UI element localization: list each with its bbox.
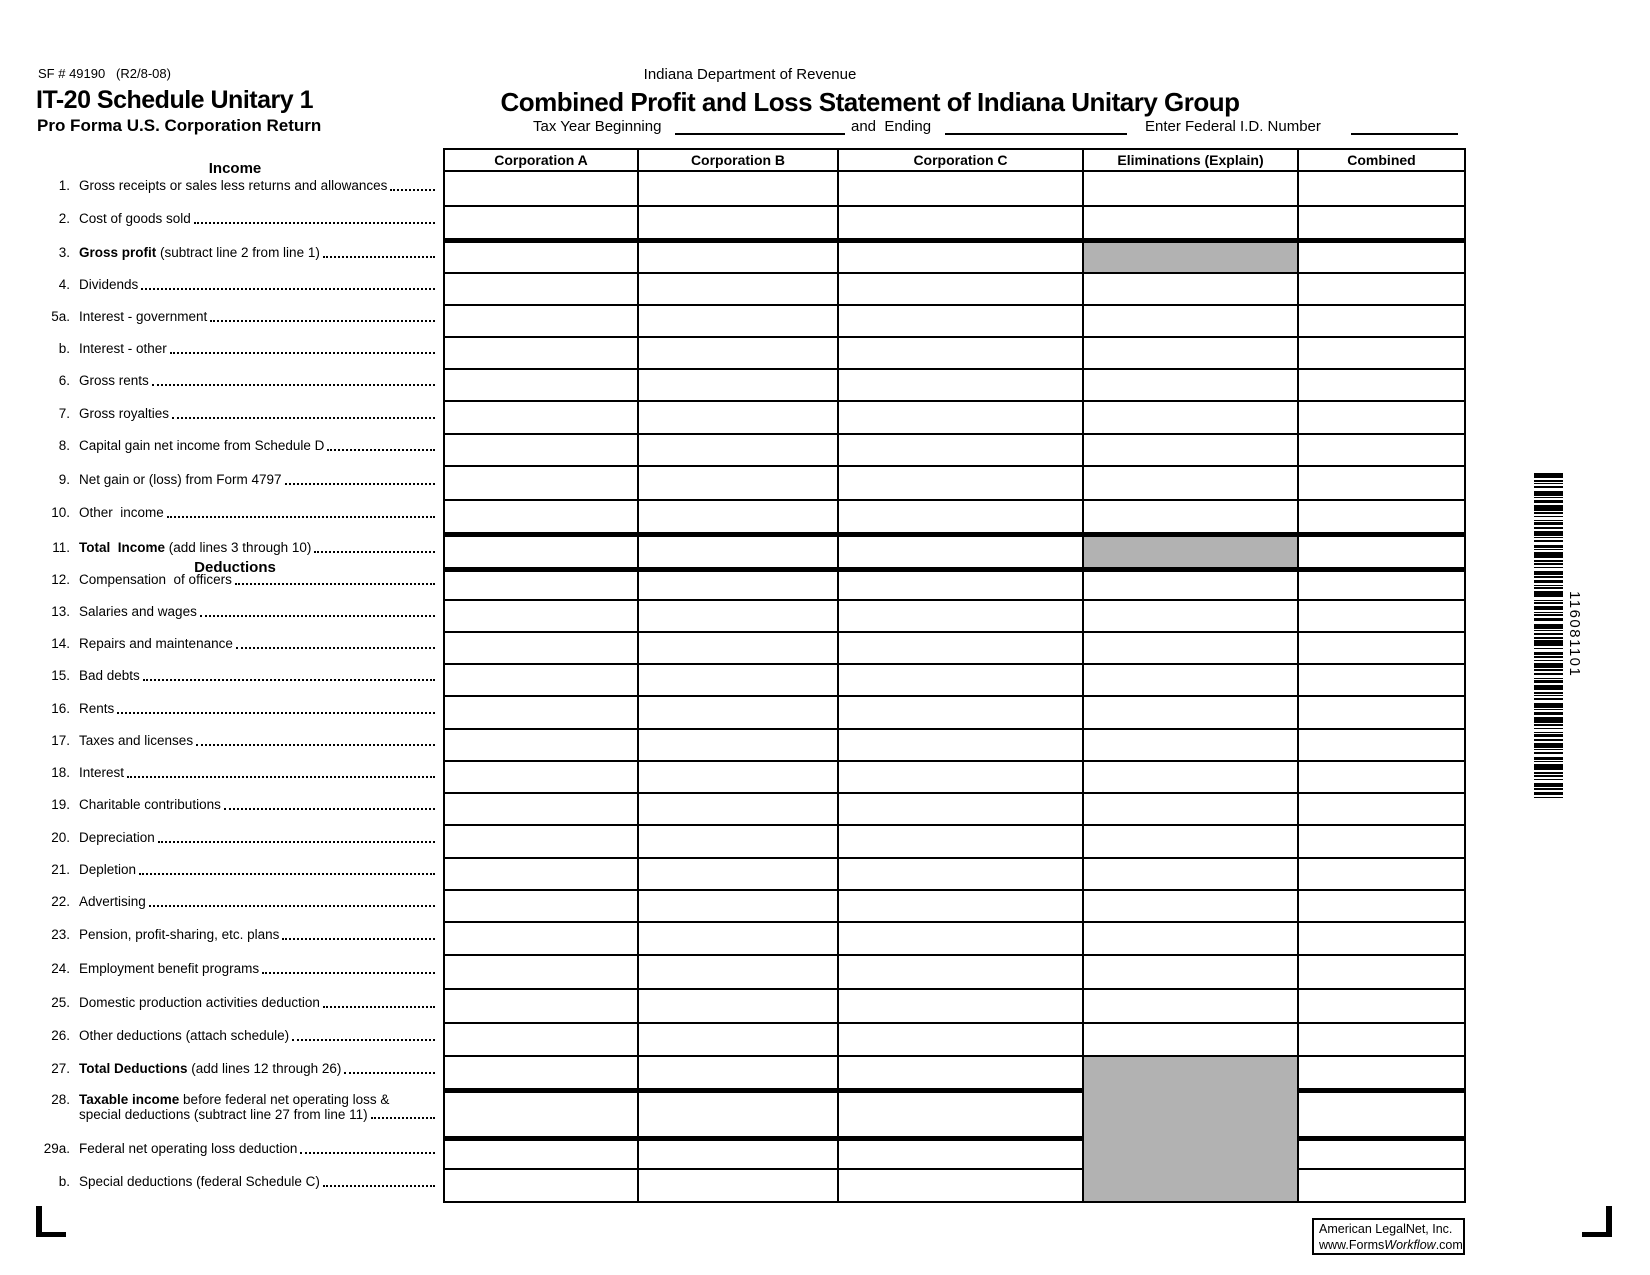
line-label-10: 9. Net gain or (loss) from Form 4797 — [34, 463, 436, 497]
barcode — [1534, 473, 1563, 799]
barcode-bar — [1534, 640, 1563, 646]
cell-line19-corp-a[interactable] — [445, 760, 639, 792]
cell-line4-corp-c[interactable] — [839, 272, 1084, 304]
cell-line7-combined[interactable] — [1299, 368, 1464, 400]
cell-line30-combined[interactable] — [1299, 1136, 1464, 1168]
cell-line5-eliminations[interactable] — [1084, 304, 1299, 336]
barcode-bar — [1534, 606, 1563, 610]
cell-line27-eliminations[interactable] — [1084, 1022, 1299, 1055]
cell-line26-corp-b[interactable] — [639, 988, 839, 1022]
cell-line16-corp-c[interactable] — [839, 663, 1084, 695]
barcode-bar — [1534, 792, 1563, 795]
cell-line19-combined[interactable] — [1299, 760, 1464, 792]
cell-line4-corp-a[interactable] — [445, 272, 639, 304]
barcode-bar — [1534, 712, 1563, 715]
cell-line21-combined[interactable] — [1299, 824, 1464, 857]
barcode-bar — [1534, 560, 1563, 562]
cell-line16-corp-a[interactable] — [445, 663, 639, 695]
cell-line20-eliminations[interactable] — [1084, 792, 1299, 824]
barcode-bar — [1534, 473, 1563, 478]
line-label-15: 14. Repairs and maintenance — [34, 629, 436, 661]
cell-line25-corp-a[interactable] — [445, 954, 639, 988]
cell-line31-eliminations — [1084, 1168, 1299, 1201]
cell-line29-combined[interactable] — [1299, 1088, 1464, 1136]
cell-line3-eliminations — [1084, 238, 1299, 272]
cell-line7-corp-b[interactable] — [639, 368, 839, 400]
barcode-bar — [1534, 673, 1563, 675]
cell-line25-corp-c[interactable] — [839, 954, 1084, 988]
cell-line24-corp-a[interactable] — [445, 921, 639, 954]
barcode-bar — [1534, 563, 1563, 565]
barcode-bar — [1534, 618, 1563, 621]
barcode-bar — [1534, 656, 1563, 658]
barcode-bar — [1534, 571, 1563, 575]
cell-line30-corp-a[interactable] — [445, 1136, 639, 1168]
cell-line3-corp-b[interactable] — [639, 238, 839, 272]
barcode-bar — [1534, 612, 1563, 613]
line-label-30: 29a. Federal net operating loss deduction — [34, 1134, 436, 1166]
page-title: Combined Profit and Loss Statement of Indiana Unitary Group — [500, 87, 1240, 117]
barcode-bar — [1534, 788, 1563, 790]
cell-line3-corp-c[interactable] — [839, 238, 1084, 272]
barcode-bar — [1534, 602, 1563, 604]
cell-line21-corp-c[interactable] — [839, 824, 1084, 857]
cell-line21-corp-a[interactable] — [445, 824, 639, 857]
cell-line23-corp-b[interactable] — [639, 889, 839, 921]
barcode-bar — [1534, 591, 1563, 597]
cell-line24-corp-c[interactable] — [839, 921, 1084, 954]
barcode-bar — [1534, 734, 1563, 737]
barcode-bar — [1534, 652, 1563, 655]
barcode-bar — [1534, 669, 1563, 671]
line-label-23: 22. Advertising — [34, 887, 436, 919]
cell-line18-corp-b[interactable] — [639, 728, 839, 760]
cell-line1-combined[interactable] — [1299, 172, 1464, 205]
cell-line20-combined[interactable] — [1299, 792, 1464, 824]
barcode-bar — [1534, 580, 1563, 583]
cell-line5-corp-a[interactable] — [445, 304, 639, 336]
barcode-bar — [1534, 743, 1563, 748]
cell-line9-corp-c[interactable] — [839, 433, 1084, 465]
cell-line11-corp-b[interactable] — [639, 499, 839, 532]
cell-line10-combined[interactable] — [1299, 465, 1464, 499]
barcode-bar — [1534, 531, 1563, 536]
line-label-27: 26. Other deductions (attach schedule) — [34, 1020, 436, 1053]
cell-line30-corp-c[interactable] — [839, 1136, 1084, 1168]
line-label-31: b. Special deductions (federal Schedule C) — [34, 1166, 436, 1199]
cell-line16-eliminations[interactable] — [1084, 663, 1299, 695]
cell-line2-corp-b[interactable] — [639, 205, 839, 238]
cell-line18-combined[interactable] — [1299, 728, 1464, 760]
cell-line29-corp-a[interactable] — [445, 1088, 639, 1136]
barcode-bar — [1534, 709, 1563, 710]
cell-line27-corp-a[interactable] — [445, 1022, 639, 1055]
cell-line16-combined[interactable] — [1299, 663, 1464, 695]
cell-line30-corp-b[interactable] — [639, 1136, 839, 1168]
cell-line25-combined[interactable] — [1299, 954, 1464, 988]
cell-line11-corp-c[interactable] — [839, 499, 1084, 532]
cell-line12-eliminations — [1084, 532, 1299, 567]
line-label-6: b. Interest - other — [34, 334, 436, 366]
line-label-26: 25. Domestic production activities deduction — [34, 986, 436, 1020]
cell-line24-eliminations[interactable] — [1084, 921, 1299, 954]
cell-line12-corp-a[interactable] — [445, 532, 639, 567]
barcode-bar — [1534, 660, 1563, 661]
cell-line7-eliminations[interactable] — [1084, 368, 1299, 400]
cell-line31-corp-b[interactable] — [639, 1168, 839, 1201]
barcode-bar — [1534, 739, 1563, 741]
cell-line28-corp-c[interactable] — [839, 1055, 1084, 1088]
line-label-19: 18. Interest — [34, 758, 436, 790]
cell-line12-corp-b[interactable] — [639, 532, 839, 567]
and-ending-label: and Ending — [851, 118, 932, 135]
cell-line13-corp-a[interactable] — [445, 567, 639, 599]
cell-line30-eliminations — [1084, 1136, 1299, 1168]
barcode-bar — [1534, 483, 1563, 484]
line-label-14: 13. Salaries and wages — [34, 597, 436, 629]
cell-line9-corp-a[interactable] — [445, 433, 639, 465]
column-header-corp-b: Corporation B — [639, 150, 839, 172]
barcode-bar — [1534, 552, 1563, 558]
barcode-bar — [1534, 537, 1563, 538]
cell-line5-corp-c[interactable] — [839, 304, 1084, 336]
federal-id-label: Enter Federal I.D. Number — [1145, 118, 1321, 135]
cell-line26-combined[interactable] — [1299, 988, 1464, 1022]
cell-line26-corp-c[interactable] — [839, 988, 1084, 1022]
barcode-bar — [1534, 663, 1563, 668]
cell-line31-corp-a[interactable] — [445, 1168, 639, 1201]
barcode-bar — [1534, 486, 1563, 488]
cell-line29-eliminations — [1084, 1088, 1299, 1136]
cell-line22-corp-b[interactable] — [639, 857, 839, 889]
cell-line7-corp-c[interactable] — [839, 368, 1084, 400]
barcode-bar — [1534, 637, 1563, 639]
cell-line8-corp-a[interactable] — [445, 400, 639, 433]
barcode-bar — [1534, 549, 1563, 550]
form-subtitle: Pro Forma U.S. Corporation Return — [37, 116, 322, 135]
cell-line13-corp-b[interactable] — [639, 567, 839, 599]
legal-attribution-box — [1312, 1218, 1465, 1255]
barcode-bar — [1534, 775, 1563, 777]
cell-line29-corp-c[interactable] — [839, 1088, 1084, 1136]
cell-line1-eliminations[interactable] — [1084, 172, 1299, 205]
barcode-bar — [1534, 500, 1563, 503]
cell-line29-corp-b[interactable] — [639, 1088, 839, 1136]
cell-line3-combined[interactable] — [1299, 238, 1464, 272]
cell-line17-eliminations[interactable] — [1084, 695, 1299, 728]
barcode-bar — [1534, 576, 1563, 578]
barcode-bar — [1534, 678, 1563, 679]
barcode-bar — [1534, 600, 1563, 601]
cell-line8-corp-c[interactable] — [839, 400, 1084, 433]
cell-line14-corp-a[interactable] — [445, 599, 639, 631]
cell-line6-corp-a[interactable] — [445, 336, 639, 368]
cell-line9-eliminations[interactable] — [1084, 433, 1299, 465]
cell-line17-corp-c[interactable] — [839, 695, 1084, 728]
cell-line13-eliminations[interactable] — [1084, 567, 1299, 599]
barcode-bar — [1534, 685, 1563, 690]
cell-line3-corp-a[interactable] — [445, 238, 639, 272]
column-header-corp-c: Corporation C — [839, 150, 1084, 172]
cell-line27-combined[interactable] — [1299, 1022, 1464, 1055]
line-label-1: 1. Gross receipts or sales less returns and allowances — [34, 170, 436, 203]
barcode-bar — [1534, 797, 1563, 798]
cell-line21-eliminations[interactable] — [1084, 824, 1299, 857]
line-label-16: 15. Bad debts — [34, 661, 436, 693]
line-label-9: 8. Capital gain net income from Schedule D — [34, 431, 436, 463]
barcode-bar — [1534, 522, 1563, 525]
barcode-bar — [1534, 624, 1563, 629]
barcode-bar — [1534, 512, 1563, 514]
form-title: IT-20 Schedule Unitary 1 — [36, 86, 313, 114]
barcode-bar — [1534, 724, 1563, 726]
section-title-income: Income — [208, 160, 262, 177]
cell-line18-corp-c[interactable] — [839, 728, 1084, 760]
line-label-5: 5a. Interest - government — [34, 302, 436, 334]
cell-line9-combined[interactable] — [1299, 433, 1464, 465]
barcode-bar — [1534, 695, 1563, 696]
cell-line28-corp-a[interactable] — [445, 1055, 639, 1088]
barcode-bar — [1534, 732, 1563, 733]
barcode-bar — [1534, 585, 1563, 586]
cell-line13-corp-c[interactable] — [839, 567, 1084, 599]
cell-line26-corp-a[interactable] — [445, 988, 639, 1022]
cell-line24-combined[interactable] — [1299, 921, 1464, 954]
line-label-21: 20. Depreciation — [34, 822, 436, 855]
line-label-13: 12. Compensation of officers — [34, 565, 436, 597]
line-label-2: 2. Cost of goods sold — [34, 203, 436, 236]
line-label-8: 7. Gross royalties — [34, 398, 436, 431]
barcode-bar — [1534, 761, 1563, 762]
cell-line10-corp-b[interactable] — [639, 465, 839, 499]
cell-line20-corp-c[interactable] — [839, 792, 1084, 824]
barcode-bar — [1534, 520, 1563, 521]
barcode-bar — [1534, 527, 1563, 529]
cell-line12-combined[interactable] — [1299, 532, 1464, 567]
cell-line31-combined[interactable] — [1299, 1168, 1464, 1201]
cell-line22-eliminations[interactable] — [1084, 857, 1299, 889]
barcode-bar — [1534, 764, 1563, 770]
cell-line1-corp-a[interactable] — [445, 172, 639, 205]
barcode-bar — [1534, 633, 1563, 635]
legal-line2: www.FormsWorkflow.com — [1319, 1238, 1463, 1253]
cell-line2-eliminations[interactable] — [1084, 205, 1299, 238]
crop-mark-bottom-right — [1582, 1206, 1612, 1237]
cell-line10-corp-a[interactable] — [445, 465, 639, 499]
cell-line8-corp-b[interactable] — [639, 400, 839, 433]
cell-line23-corp-c[interactable] — [839, 889, 1084, 921]
cell-line18-corp-a[interactable] — [445, 728, 639, 760]
cell-line2-corp-c[interactable] — [839, 205, 1084, 238]
line-label-12: 11. Total Income (add lines 3 through 10) — [34, 530, 436, 565]
cell-line7-corp-a[interactable] — [445, 368, 639, 400]
cell-line14-eliminations[interactable] — [1084, 599, 1299, 631]
cell-line23-corp-a[interactable] — [445, 889, 639, 921]
barcode-bar — [1534, 717, 1563, 723]
column-header-combined: Combined — [1299, 150, 1464, 172]
cell-line26-eliminations[interactable] — [1084, 988, 1299, 1022]
line-label-25: 24. Employment benefit programs — [34, 952, 436, 986]
cell-line6-eliminations[interactable] — [1084, 336, 1299, 368]
sf-number: SF # 49190 (R2/8-08) — [38, 66, 171, 81]
barcode-bar — [1534, 545, 1563, 548]
section-title-deductions: Deductions — [194, 559, 276, 576]
cell-line1-corp-b[interactable] — [639, 172, 839, 205]
cell-line19-corp-c[interactable] — [839, 760, 1084, 792]
cell-line5-corp-b[interactable] — [639, 304, 839, 336]
line-label-18: 17. Taxes and licenses — [34, 726, 436, 758]
cell-line31-corp-c[interactable] — [839, 1168, 1084, 1201]
cell-line10-eliminations[interactable] — [1084, 465, 1299, 499]
cell-line23-combined[interactable] — [1299, 889, 1464, 921]
legal-line1: American LegalNet, Inc. — [1319, 1222, 1453, 1236]
cell-line6-corp-c[interactable] — [839, 336, 1084, 368]
cell-line6-corp-b[interactable] — [639, 336, 839, 368]
cell-line15-corp-b[interactable] — [639, 631, 839, 663]
cell-line1-corp-c[interactable] — [839, 172, 1084, 205]
cell-line11-combined[interactable] — [1299, 499, 1464, 532]
barcode-bar — [1534, 491, 1563, 496]
federal-id-field[interactable] — [1351, 133, 1458, 135]
barcode-bar — [1534, 749, 1563, 750]
barcode-number: 116081101 — [1566, 591, 1583, 678]
cell-line8-combined[interactable] — [1299, 400, 1464, 433]
barcode-bar — [1534, 480, 1563, 482]
cell-line22-combined[interactable] — [1299, 857, 1464, 889]
cell-line22-corp-a[interactable] — [445, 857, 639, 889]
cell-line20-corp-a[interactable] — [445, 792, 639, 824]
barcode-bar — [1534, 505, 1563, 511]
barcode-bar — [1534, 680, 1563, 683]
cell-line11-corp-a[interactable] — [445, 499, 639, 532]
cell-line22-corp-c[interactable] — [839, 857, 1084, 889]
barcode-bar — [1534, 497, 1563, 498]
line-label-11: 10. Other income — [34, 497, 436, 530]
cell-line16-corp-b[interactable] — [639, 663, 839, 695]
cell-line20-corp-b[interactable] — [639, 792, 839, 824]
column-header-corp-a: Corporation A — [445, 150, 639, 172]
column-header-eliminations: Eliminations (Explain) — [1084, 150, 1299, 172]
cell-line27-corp-c[interactable] — [839, 1022, 1084, 1055]
cell-line10-corp-c[interactable] — [839, 465, 1084, 499]
cell-line13-combined[interactable] — [1299, 567, 1464, 599]
cell-line28-corp-b[interactable] — [639, 1055, 839, 1088]
cell-line25-eliminations[interactable] — [1084, 954, 1299, 988]
barcode-bar — [1534, 516, 1563, 517]
line-label-17: 16. Rents — [34, 693, 436, 726]
cell-line15-corp-a[interactable] — [445, 631, 639, 663]
cell-line18-eliminations[interactable] — [1084, 728, 1299, 760]
cell-line17-combined[interactable] — [1299, 695, 1464, 728]
agency-name: Indiana Department of Revenue — [643, 66, 857, 83]
barcode-bar — [1534, 587, 1563, 589]
line-label-24: 23. Pension, profit-sharing, etc. plans — [34, 919, 436, 952]
cell-line14-corp-c[interactable] — [839, 599, 1084, 631]
tax-year-beginning-field[interactable] — [675, 133, 845, 135]
cell-line12-corp-c[interactable] — [839, 532, 1084, 567]
cell-line25-corp-b[interactable] — [639, 954, 839, 988]
cell-line15-corp-c[interactable] — [839, 631, 1084, 663]
barcode-bar — [1534, 772, 1563, 774]
barcode-bar — [1534, 692, 1563, 694]
barcode-bar — [1534, 783, 1563, 787]
cell-line24-corp-b[interactable] — [639, 921, 839, 954]
barcode-bar — [1534, 698, 1563, 700]
barcode-bar — [1534, 648, 1563, 649]
barcode-bar — [1534, 728, 1563, 729]
cell-line19-corp-b[interactable] — [639, 760, 839, 792]
line-label-4: 4. Dividends — [34, 270, 436, 302]
cell-line6-combined[interactable] — [1299, 336, 1464, 368]
cell-line21-corp-b[interactable] — [639, 824, 839, 857]
cell-line17-corp-a[interactable] — [445, 695, 639, 728]
cell-line9-corp-b[interactable] — [639, 433, 839, 465]
cell-line28-eliminations — [1084, 1055, 1299, 1088]
cell-line5-combined[interactable] — [1299, 304, 1464, 336]
line-label-28: 27. Total Deductions (add lines 12 through 26) — [34, 1053, 436, 1086]
cell-line11-eliminations[interactable] — [1084, 499, 1299, 532]
cell-line15-eliminations[interactable] — [1084, 631, 1299, 663]
line-label-20: 19. Charitable contributions — [34, 790, 436, 822]
barcode-bar — [1534, 752, 1563, 754]
cell-line17-corp-b[interactable] — [639, 695, 839, 728]
cell-line4-combined[interactable] — [1299, 272, 1464, 304]
barcode-bar — [1534, 779, 1563, 780]
cell-line19-eliminations[interactable] — [1084, 760, 1299, 792]
barcode-bar — [1534, 567, 1563, 568]
crop-mark-bottom-left — [36, 1206, 66, 1237]
cell-line4-corp-b[interactable] — [639, 272, 839, 304]
cell-line14-corp-b[interactable] — [639, 599, 839, 631]
ending-field[interactable] — [945, 133, 1127, 135]
line-label-29: 28. Taxable income before federal net operating loss & special deductions (subtract line 27 from line 11) — [34, 1086, 436, 1134]
cell-line2-corp-a[interactable] — [445, 205, 639, 238]
cell-line14-combined[interactable] — [1299, 599, 1464, 631]
cell-line4-eliminations[interactable] — [1084, 272, 1299, 304]
cell-line8-eliminations[interactable] — [1084, 400, 1299, 433]
line-label-22: 21. Depletion — [34, 855, 436, 887]
cell-line28-combined[interactable] — [1299, 1055, 1464, 1088]
profit-loss-table — [443, 148, 1466, 1203]
barcode-bar — [1534, 614, 1563, 616]
cell-line23-eliminations[interactable] — [1084, 889, 1299, 921]
barcode-bar — [1534, 757, 1563, 760]
barcode-bar — [1534, 703, 1563, 708]
line-label-7: 6. Gross rents — [34, 366, 436, 398]
barcode-bar — [1534, 540, 1563, 542]
cell-line2-combined[interactable] — [1299, 205, 1464, 238]
tax-year-beginning-label: Tax Year Beginning — [533, 118, 662, 135]
line-label-3: 3. Gross profit (subtract line 2 from line 1) — [34, 236, 436, 270]
cell-line15-combined[interactable] — [1299, 631, 1464, 663]
barcode-bar — [1534, 630, 1563, 631]
cell-line27-corp-b[interactable] — [639, 1022, 839, 1055]
